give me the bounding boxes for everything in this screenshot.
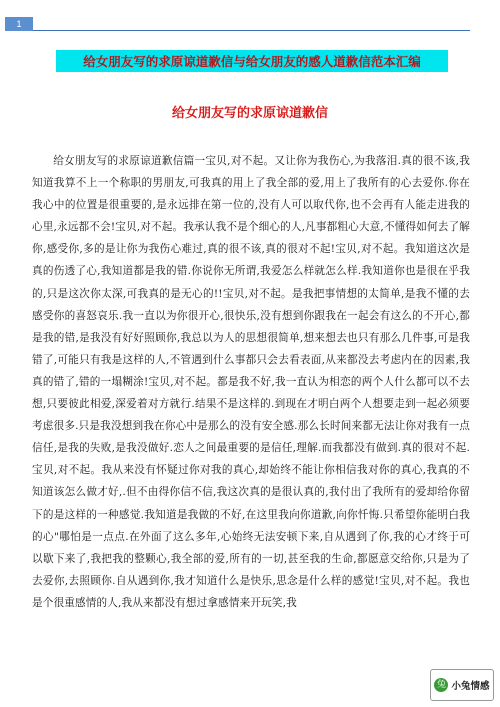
document-title: 给女朋友写的求原谅道歉信与给女朋友的感人道歉信范本汇编 [83, 54, 421, 69]
site-watermark [430, 669, 494, 701]
section-title: 给女朋友写的求原谅道歉信 [171, 106, 328, 121]
page-number-badge: 1 [5, 17, 33, 31]
header-rule [33, 30, 470, 31]
document-title-bar [56, 50, 448, 72]
rabbit-logo-icon: 兔 [434, 678, 448, 692]
body-paragraph: 给女朋友写的求原谅道歉信篇一宝贝,对不起。又让你为我伤心,为我落泪.真的很不该,我知道我算不上一个称职的男朋友,可我真的用上了我全部的爱,用上了我所有的心去爱你.你在我心中的位置是很重要的,是永远排在第一位的,没有人可以取代你,也不会再有人能走进我的心里,永远都不会!宝贝,对不起。我承认我不是个细心的人,凡事都粗心大意,不懂得如何去了解你,感受你,多的是让你为我伤心难过,真的很不该,真的很对不起!宝贝,对不起。我知道这次是真的伤透了心,我知道都是我的错.你说你无所谓,我爱怎么样就怎么样.我知道你也是很在乎我的,只是这次你太深,可我真的是无心的!!宝贝,对不起。是我把事情想的太简单,是我不懂的去感受你的喜怒哀乐.我一直以为你很开心,很快乐,没有想到你跟我在一起会有这么的不开心,都是我的错,是我没有好好照顾你,我总以为人的思想很简单,想来想去也只有那么几件事,可是我错了,可能只有我是这样的人,不管遇到什么事都只会去看表面,从来都没去考虑内在的因素,我真的错了,错的一塌糊涂!宝贝,对不起。都是我不好,我一直认为相恋的两个人什么都可以不去想,只要彼此相爱,深爱着对方就行.结果不是这样的.到现在才明白两个人想要走到一起必须要考虑很多.只是我没想到我在你心中是那么的没有安全感.那么长时间来都无法让你对我有一点信任,是我的失败,是我没做好.恋人之间最重要的是信任,理解.而我都没有做到.真的很对不起.宝贝,对不起。我从来没有怀疑过你对我的真心,却始终不能让你相信我对你的真心,我真的不知道该怎么做才好,.但不由得你信不信,我这次真的是很认真的,我付出了我所有的爱却给你留下的是这样的一种感觉.我知道是我做的不好,在这里我向你道歉,向你忏悔.只希望你能明白我的心"哪怕是一点点.在外面了这么多年,心始终无法安顿下来,自从遇到了你,我的心才终于可以歇下来了,我把我的整颗心,我全部的爱,所有的一切,甚至我的生命,都愿意交给你,只是为了去爱你,去照顾你.自从遇到你,我才知道什么是快乐,思念是什么样的感觉!宝贝,对不起。我也是个很重感情的人,我从来都没有想过拿感情来开玩笑,我 [32, 155, 470, 609]
watermark-text: 小兔情感 [451, 681, 490, 692]
